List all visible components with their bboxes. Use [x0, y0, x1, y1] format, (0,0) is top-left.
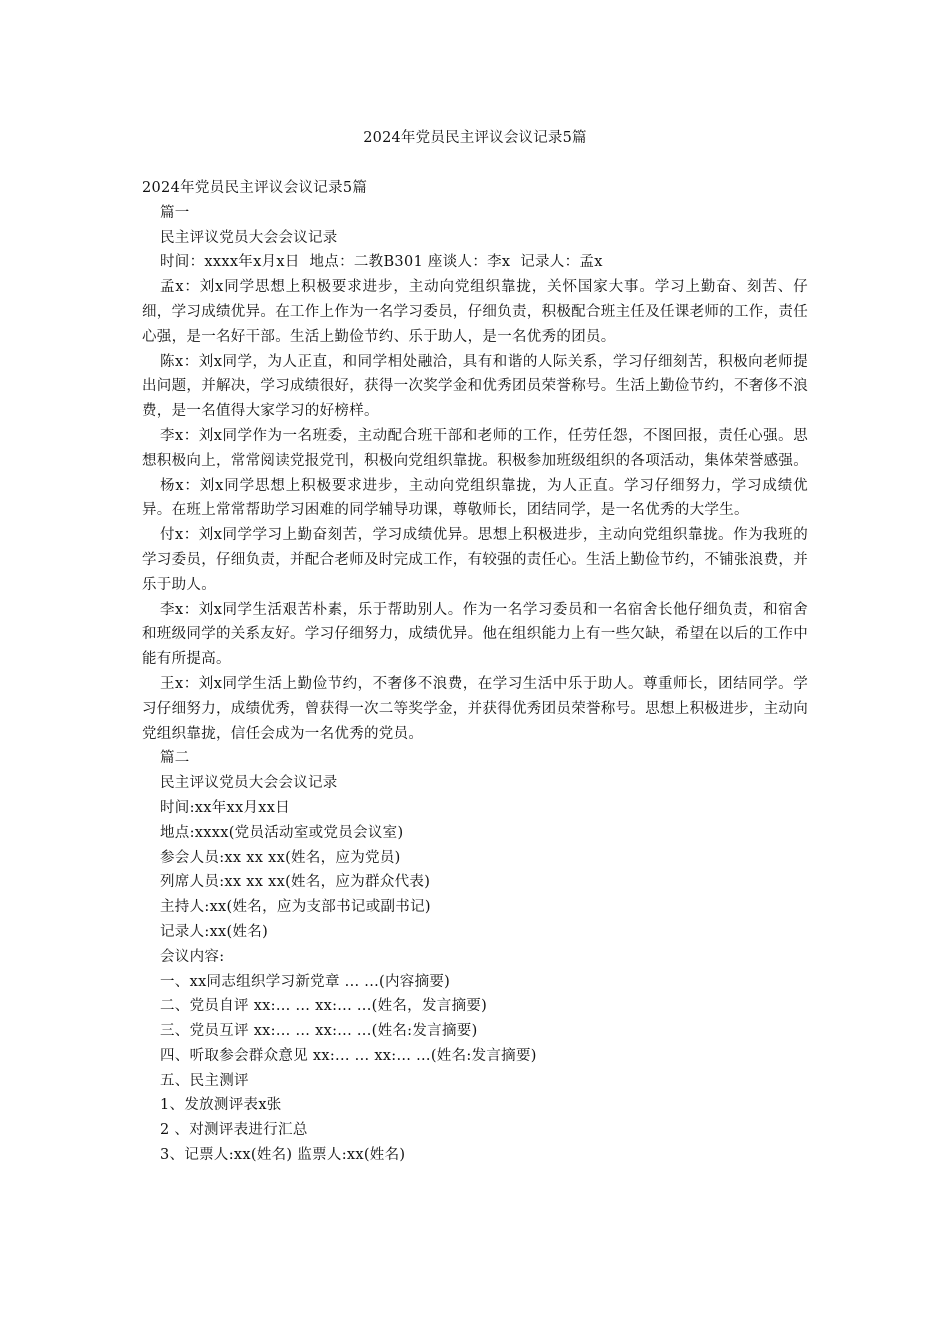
part2-line: 记录人:xx(姓名): [160, 923, 269, 940]
part1-paragraph: 杨x：刘x同学思想上积极要求进步，主动向党组织靠拢，为人正直。学习仔细努力，学习成绩优异。在班上常常帮助学习困难的同学辅导功课，尊敬师长，团结同学，是一名优秀的大学生。: [142, 477, 808, 519]
part2-line: 四、听取参会群众意见 xx:... ... xx:... ...(姓名:发言摘要): [160, 1047, 537, 1064]
part2-line: 一、xx同志组织学习新党章 ... ...(内容摘要): [160, 973, 451, 990]
part2-line: 3、记票人:xx(姓名) 监票人:xx(姓名): [160, 1147, 406, 1164]
document-title: 2024年党员民主评议会议记录5篇: [363, 130, 587, 146]
part1-paragraph: 王x：刘x同学生活上勤俭节约，不奢侈不浪费，在学习生活中乐于助人。尊重师长，团结同学。学习仔细努力，成绩优秀，曾获得一次二等奖学金，并获得优秀团员荣誉称号。思想上积极进步，主动向党组织靠拢，信任会成为一名优秀的党员。: [142, 675, 808, 742]
part2-line: 地点:xxxx(党员活动室或党员会议室): [160, 824, 404, 841]
part2-line: 时间:xx年xx月xx日: [160, 799, 291, 816]
part1-paragraph: 孟x：刘x同学思想上积极要求进步，主动向党组织靠拢，关怀国家大事。学习上勤奋、刻苦、仔细，学习成绩优异。在工作上作为一名学习委员，仔细负责，积极配合班主任及任课老师的工作，责任心强，是一名好干部。生活上勤俭节约、乐于助人，是一名优秀的团员。: [142, 279, 808, 345]
part1-paragraph: 李x：刘x同学生活艰苦朴素，乐于帮助别人。作为一名学习委员和一名宿舍长他仔细负责，和宿舍和班级同学的关系友好。学习仔细努力，成绩优异。他在组织能力上有一些欠缺，希望在以后的工作中能有所提高。: [142, 601, 808, 668]
part2-line: 主持人:xx(姓名，应为支部书记或副书记): [160, 899, 431, 916]
part2-heading: 篇二: [160, 750, 190, 767]
part2-line: 二、党员自评 xx:... ... xx:... ...(姓名，发言摘要): [160, 998, 488, 1015]
part1-heading: 篇一: [160, 204, 190, 221]
part2-line: 五、民主测评: [160, 1072, 249, 1089]
part2-line: 2 、对测评表进行汇总: [160, 1122, 308, 1139]
part2-line: 列席人员:xx xx xx(姓名，应为群众代表): [160, 874, 431, 891]
part2-line: 三、党员互评 xx:... ... xx:... ...(姓名:发言摘要): [160, 1023, 478, 1040]
part1-paragraph: 陈x：刘x同学，为人正直，和同学相处融洽，具有和谐的人际关系，学习仔细刻苦，积极向老师提出问题，并解决，学习成绩很好，获得一次奖学金和优秀团员荣誉称号。生活上勤俭节约，不奢侈不浪费，是一名值得大家学习的好榜样。: [142, 353, 808, 420]
part1-meta: 时间：xxxx年x月x日 地点：二教B301 座谈人：李x 记录人：孟x: [160, 254, 603, 271]
part1-paragraph: 李x：刘x同学作为一名班委，主动配合班干部和老师的工作，任劳任怨，不图回报，责任心强。思想积极向上，常常阅读党报党刊，积极向党组织靠拢。积极参加班级组织的各项活动，集体荣誉感强。: [142, 427, 808, 469]
part2-line: 会议内容:: [160, 948, 225, 965]
part2-line: 参会人员:xx xx xx(姓名，应为党员): [160, 849, 401, 866]
part2-name: 民主评议党员大会会议记录: [160, 775, 338, 792]
document-subtitle: 2024年党员民主评议会议记录5篇: [142, 180, 368, 196]
document-body: [142, 176, 808, 1168]
part1-paragraph: 付x：刘x同学学习上勤奋刻苦，学习成绩优异。思想上积极进步，主动向党组织靠拢。作为我班的学习委员，仔细负责，并配合老师及时完成工作，有较强的责任心。生活上勤俭节约，不铺张浪费，并乐于助人。: [142, 527, 808, 593]
part1-name: 民主评议党员大会会议记录: [160, 229, 338, 246]
part2-line: 1、发放测评表x张: [160, 1097, 282, 1114]
